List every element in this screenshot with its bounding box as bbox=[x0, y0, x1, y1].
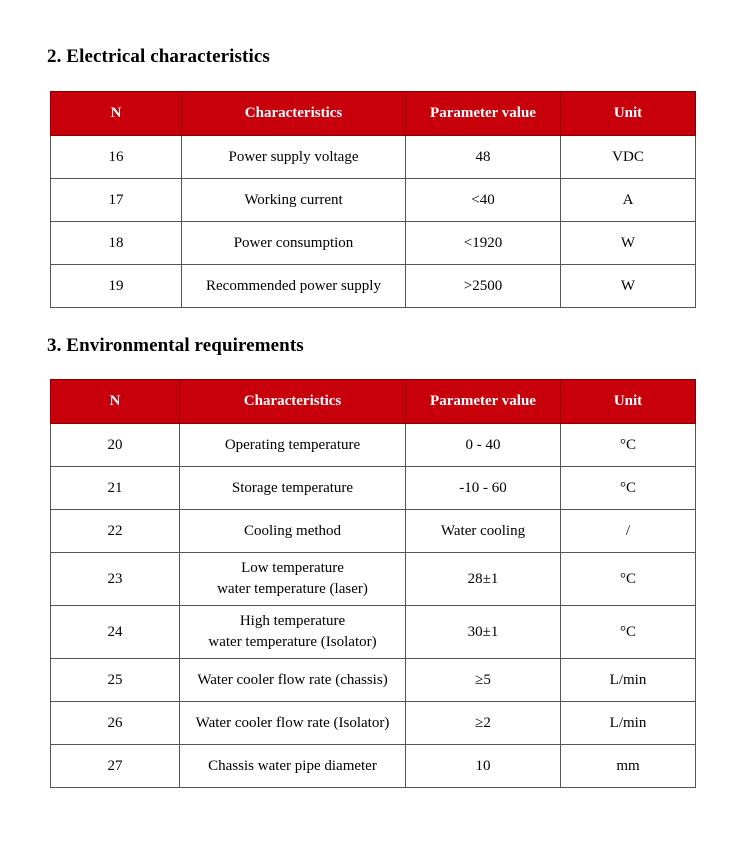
header-parameter-value: Parameter value bbox=[406, 92, 561, 136]
unit-cell: VDC bbox=[561, 136, 696, 179]
row-number-cell: 25 bbox=[51, 659, 180, 702]
unit-cell: °C bbox=[561, 424, 696, 467]
table-header-row bbox=[51, 92, 696, 136]
parameter-value-cell: ≥2 bbox=[406, 702, 561, 745]
header-parameter-value: Parameter value bbox=[406, 380, 561, 424]
unit-cell: L/min bbox=[561, 702, 696, 745]
table-row bbox=[51, 606, 696, 659]
characteristic-text: Water cooler flow rate (chassis) bbox=[197, 671, 388, 688]
table-row bbox=[51, 467, 696, 510]
parameter-value-cell: 28±1 bbox=[406, 553, 561, 606]
unit-cell: A bbox=[561, 179, 696, 222]
section-title-environmental: 3. Environmental requirements bbox=[47, 335, 304, 356]
row-number-cell: 17 bbox=[51, 179, 182, 222]
parameter-value-cell: 30±1 bbox=[406, 606, 561, 659]
characteristic-cell bbox=[180, 510, 406, 553]
table-row bbox=[51, 745, 696, 788]
row-number-cell: 22 bbox=[51, 510, 180, 553]
unit-cell: L/min bbox=[561, 659, 696, 702]
characteristic-text: High temperature bbox=[239, 613, 346, 629]
characteristic-cell bbox=[180, 606, 406, 659]
characteristic-text: Low temperature bbox=[241, 560, 344, 576]
characteristic-text: Power supply voltage bbox=[228, 148, 359, 165]
characteristic-cell bbox=[180, 745, 406, 788]
characteristic-cell bbox=[182, 179, 406, 222]
characteristic-cell bbox=[180, 659, 406, 702]
parameter-value-cell: <1920 bbox=[406, 222, 561, 265]
unit-cell: °C bbox=[561, 553, 696, 606]
characteristic-text: Operating temperature bbox=[224, 436, 361, 453]
table-row bbox=[51, 424, 696, 467]
environmental-requirements-table bbox=[50, 379, 696, 788]
characteristic-text: Chassis water pipe diameter bbox=[208, 757, 377, 774]
row-number-cell: 18 bbox=[51, 222, 182, 265]
characteristic-cell bbox=[182, 136, 406, 179]
electrical-characteristics-table bbox=[50, 91, 696, 308]
characteristic-cell bbox=[182, 222, 406, 265]
section-title-electrical: 2. Electrical characteristics bbox=[47, 46, 270, 67]
parameter-value-cell: -10 - 60 bbox=[406, 467, 561, 510]
table-row bbox=[51, 179, 696, 222]
characteristic-text: water temperature (Isolator) bbox=[208, 634, 377, 650]
header-n: N bbox=[51, 92, 182, 136]
row-number-cell: 16 bbox=[51, 136, 182, 179]
row-number-cell: 24 bbox=[51, 606, 180, 659]
table-row bbox=[51, 222, 696, 265]
row-number-cell: 21 bbox=[51, 467, 180, 510]
table-row bbox=[51, 659, 696, 702]
row-number-cell: 19 bbox=[51, 265, 182, 308]
characteristic-text: water temperature (laser) bbox=[217, 581, 368, 597]
unit-cell: mm bbox=[561, 745, 696, 788]
row-number-cell: 27 bbox=[51, 745, 180, 788]
row-number-cell: 20 bbox=[51, 424, 180, 467]
parameter-value-cell: 48 bbox=[406, 136, 561, 179]
characteristic-cell bbox=[180, 702, 406, 745]
parameter-value-cell: 10 bbox=[406, 745, 561, 788]
row-number-cell: 26 bbox=[51, 702, 180, 745]
characteristic-cell bbox=[180, 424, 406, 467]
parameter-value-cell: Water cooling bbox=[406, 510, 561, 553]
row-number-cell: 23 bbox=[51, 553, 180, 606]
unit-cell: W bbox=[561, 265, 696, 308]
parameter-value-cell: >2500 bbox=[406, 265, 561, 308]
characteristic-text: Storage temperature bbox=[231, 479, 354, 496]
characteristic-cell bbox=[180, 467, 406, 510]
unit-cell: / bbox=[561, 510, 696, 553]
table-row bbox=[51, 265, 696, 308]
characteristic-text: Power consumption bbox=[233, 234, 354, 251]
parameter-value-cell: ≥5 bbox=[406, 659, 561, 702]
table-row bbox=[51, 702, 696, 745]
parameter-value-cell: 0 - 40 bbox=[406, 424, 561, 467]
table-row bbox=[51, 136, 696, 179]
unit-cell: °C bbox=[561, 606, 696, 659]
unit-cell: °C bbox=[561, 467, 696, 510]
characteristic-text: Working current bbox=[244, 191, 343, 208]
characteristic-text: Cooling method bbox=[243, 522, 342, 539]
header-characteristics: Characteristics bbox=[180, 380, 406, 424]
header-n: N bbox=[51, 380, 180, 424]
unit-cell: W bbox=[561, 222, 696, 265]
header-characteristics: Characteristics bbox=[182, 92, 406, 136]
table-header-row bbox=[51, 380, 696, 424]
characteristic-text: Water cooler flow rate (Isolator) bbox=[195, 714, 390, 731]
table-row bbox=[51, 510, 696, 553]
parameter-value-cell: <40 bbox=[406, 179, 561, 222]
header-unit: Unit bbox=[561, 92, 696, 136]
header-unit: Unit bbox=[561, 380, 696, 424]
characteristic-text: Recommended power supply bbox=[206, 277, 381, 294]
characteristic-cell bbox=[182, 265, 406, 308]
table-row bbox=[51, 553, 696, 606]
characteristic-cell bbox=[180, 553, 406, 606]
